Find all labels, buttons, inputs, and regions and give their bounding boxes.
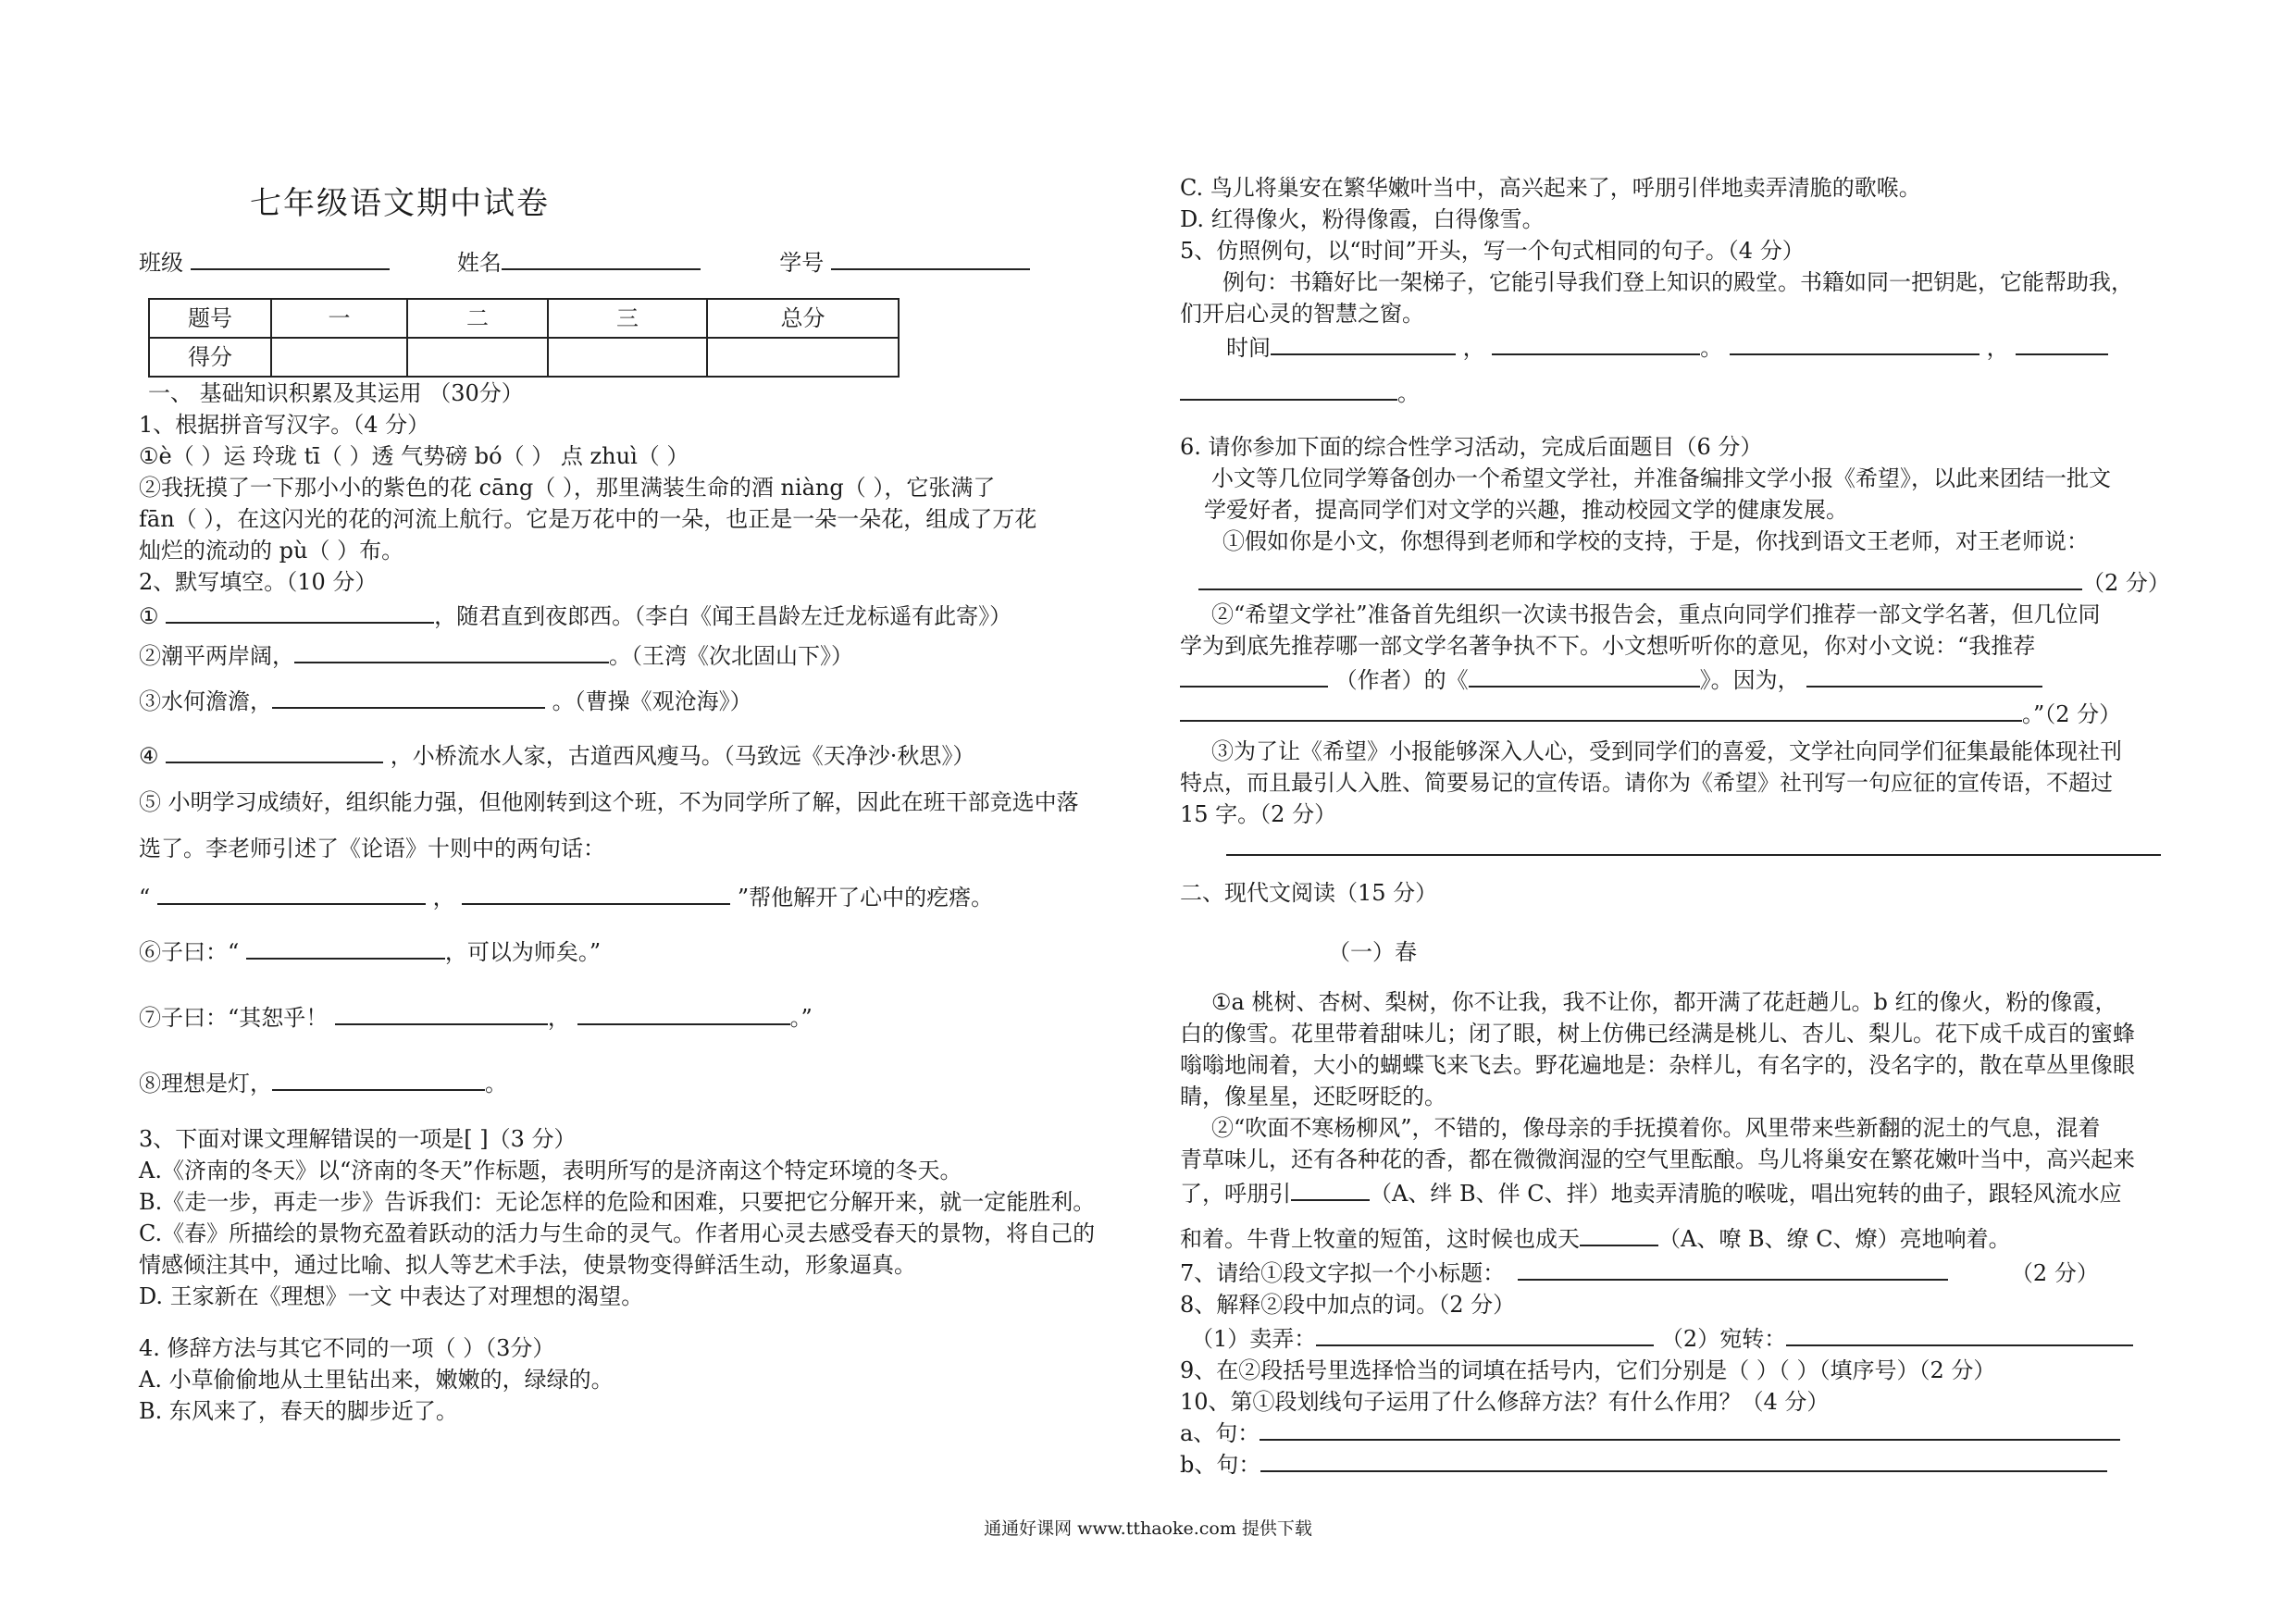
score-table-header: 题号 <box>149 299 271 338</box>
p2-4-prefix: 和着。牛背上牧童的短笛，这时候也成天 <box>1180 1226 1580 1252</box>
class-label: 班级 <box>139 250 183 276</box>
answer-blank[interactable] <box>157 879 426 905</box>
score-row-label: 得分 <box>149 338 271 377</box>
question-6-part-2-b: 学为到底先推荐哪一部文学名著争执不下。小文想听听你的意见，你对小文说：“我推荐 <box>1180 633 2036 659</box>
question-3-option-a: A.《济南的冬天》以“济南的冬天”作标题，表明所写的是济南这个特定环境的冬天。 <box>139 1158 962 1183</box>
answer-blank[interactable] <box>1271 329 1456 355</box>
exam-title: 七年级语文期中试卷 <box>250 185 550 222</box>
passage-title: （一）春 <box>1328 939 1417 965</box>
question-6-part-1-answer <box>1180 564 2175 599</box>
question-2-item-4 <box>139 737 1148 772</box>
answer-blank[interactable] <box>272 683 545 709</box>
question-6-part-2-a: ②“希望文学社”准备首先组织一次读书报告会，重点向同学们推荐一部文学名著，但几位同 <box>1211 601 2101 627</box>
q2-7-prefix: ⑦子曰：“其恕乎！ <box>139 1005 329 1031</box>
question-3: 3、下面对课文理解错误的一项是[ ]（3 分） <box>139 1126 577 1152</box>
question-3-option-c-2: 情感倾注其中，通过比喻、拟人等艺术手法，使景物变得鲜活生动，形象逼真。 <box>139 1252 916 1278</box>
question-5-answer-line <box>1180 329 2175 364</box>
q2-3-suffix: 。（曹操《观沧海》） <box>552 688 752 714</box>
question-8: 8、解释②段中加点的词。（2 分） <box>1180 1292 1516 1318</box>
answer-blank[interactable] <box>1260 1420 2120 1441</box>
question-2-item-6 <box>139 934 1148 968</box>
q5-end: 。 <box>1397 380 1420 406</box>
q5-prefix: 时间 <box>1226 335 1271 361</box>
left-column <box>139 176 1148 1427</box>
question-4: 4. 修辞方法与其它不同的一项（ ）（3分） <box>139 1335 555 1361</box>
q2-8-suffix: 。 <box>485 1071 507 1096</box>
section-1-heading: 一、 基础知识积累及其运用 （30分） <box>148 380 524 406</box>
score-cell[interactable] <box>707 338 899 377</box>
answer-blank[interactable] <box>1291 1175 1370 1201</box>
score-cell[interactable] <box>407 338 548 377</box>
q2-7-comma: ， <box>547 1005 570 1031</box>
q5-comma-2: ， <box>1986 335 2009 361</box>
answer-blank[interactable] <box>1226 830 2161 856</box>
question-4-option-b: B. 东风来了，春天的脚步近了。 <box>139 1398 458 1424</box>
answer-blank[interactable] <box>246 934 445 960</box>
page-footer: 通通好课网 www.tthaoke.com 提供下载 <box>984 1518 1312 1539</box>
score-table-header: 一 <box>271 299 407 338</box>
name-field[interactable] <box>502 244 701 270</box>
q7-score: （2 分） <box>2010 1260 2099 1286</box>
question-1-line-3: fān（ ），在这闪光的花的河流上航行。它是万花中的一朵，也正是一朵一朵花，组成了万花 <box>139 506 1037 532</box>
q2-2-prefix: ②潮平两岸阔， <box>139 643 294 669</box>
answer-blank[interactable] <box>1518 1255 1948 1281</box>
question-1: 1、根据拼音写汉字。（4 分） <box>139 412 430 438</box>
q6-2-author-book: （作者）的《 <box>1334 667 1469 693</box>
question-8-answers <box>1180 1320 2175 1355</box>
q6-2-end: 。”（2 分） <box>2022 701 2122 727</box>
score-table-row <box>149 338 899 377</box>
passage-para-1-line-4: 睛，像星星，还眨呀眨的。 <box>1180 1084 1446 1109</box>
answer-blank[interactable] <box>1730 329 1980 355</box>
question-2-item-5-c <box>139 879 1148 913</box>
answer-blank[interactable] <box>2016 329 2108 355</box>
section-2-heading: 二、现代文阅读（15 分） <box>1180 880 1438 906</box>
q2-6-suffix: ，可以为师矣。” <box>444 939 602 965</box>
answer-blank[interactable] <box>1806 662 2042 688</box>
q5-period: 。 <box>1700 335 1723 361</box>
passage-para-2-line-4 <box>1180 1220 2175 1255</box>
question-5: 5、仿照例句，以“时间”开头，写一个句式相同的句子。（4 分） <box>1180 238 1805 264</box>
question-4-option-d: D. 红得像火，粉得像霞，白得像雪。 <box>1180 206 1545 232</box>
answer-blank[interactable] <box>294 638 609 663</box>
score-table-header-row <box>149 299 899 338</box>
answer-blank[interactable] <box>1180 696 2022 722</box>
p2-4-suffix: （A、嘹 B、缭 C、燎）亮地响着。 <box>1658 1226 2011 1252</box>
question-6-part-1: ①假如你是小文，你想得到老师和学校的支持，于是，你找到语文王老师，对王老师说： <box>1222 528 2089 554</box>
answer-blank[interactable] <box>1198 564 2082 590</box>
score-table <box>148 298 900 378</box>
question-10-b <box>1180 1449 2175 1481</box>
score-cell[interactable] <box>271 338 407 377</box>
question-6-part-3-c: 15 字。（2 分） <box>1180 801 1337 827</box>
question-2-item-3 <box>139 683 1148 717</box>
answer-blank[interactable] <box>1180 662 1328 688</box>
answer-blank[interactable] <box>1316 1320 1654 1346</box>
answer-blank[interactable] <box>1469 662 1700 688</box>
class-field[interactable] <box>191 244 390 270</box>
question-6-part-2-d <box>1180 696 2175 730</box>
q5-comma: ， <box>1462 335 1485 361</box>
number-field[interactable] <box>831 244 1030 270</box>
question-2-item-5-b: 选了。李老师引述了《论语》十则中的两句话： <box>139 836 605 861</box>
question-5-example-2: 们开启心灵的智慧之窗。 <box>1180 301 1424 327</box>
right-column <box>1180 172 2175 1481</box>
q6-2-because: 》。因为， <box>1699 667 1800 693</box>
question-6-part-2-c <box>1180 662 2175 696</box>
answer-blank[interactable] <box>577 999 790 1025</box>
question-6-intro-1: 小文等几位同学筹备创办一个希望文学社，并准备编排文学小报《希望》，以此来团结一批文 <box>1211 465 2111 491</box>
q2-4-prefix: ④ <box>139 743 159 769</box>
student-info-row <box>139 237 1148 289</box>
q2-5-suffix: ”帮他解开了心中的疙瘩。 <box>737 885 994 911</box>
q2-7-suffix: 。” <box>789 1005 813 1031</box>
answer-blank[interactable] <box>1180 375 1397 401</box>
q2-8-prefix: ⑧理想是灯， <box>139 1071 272 1096</box>
passage-para-2-line-3 <box>1180 1175 2175 1209</box>
q2-4-suffix: ，小桥流水人家，古道西风瘦马。（马致远《天净沙·秋思》） <box>390 743 975 769</box>
question-1-line-4: 灿烂的流动的 pù（ ）布。 <box>139 538 404 564</box>
question-3-option-c-1: C.《春》所描绘的景物充盈着跃动的活力与生命的灵气。作者用心灵去感受春天的景物，将自己的 <box>139 1220 1096 1246</box>
answer-blank[interactable] <box>1260 1452 2107 1472</box>
question-2-item-7 <box>139 999 1148 1034</box>
question-6-intro-2: 学爱好者，提高同学们对文学的兴趣，推动校园文学的健康发展。 <box>1204 497 1848 523</box>
q10-b-label: b、句： <box>1180 1452 1261 1478</box>
q2-6-prefix: ⑥子曰：“ <box>139 939 240 965</box>
answer-blank[interactable] <box>1492 329 1700 355</box>
passage-para-1-line-3: 嗡嗡地闹着，大小的蝴蝶飞来飞去。野花遍地是：杂样儿，有名字的，没名字的，散在草丛里像眼 <box>1180 1052 2135 1078</box>
q2-1-prefix: ① <box>139 603 159 629</box>
question-2-item-8 <box>139 1065 1148 1099</box>
question-6-part-3-b: 特点，而且最引人入胜、简要易记的宣传语。请你为《希望》社刊写一句应征的宣传语，不超过 <box>1180 770 2113 796</box>
question-2-item-2 <box>139 638 1148 672</box>
q2-2-suffix: 。（王湾《次北固山下》） <box>609 643 853 669</box>
answer-blank[interactable] <box>1786 1320 2133 1346</box>
question-7 <box>1180 1255 2175 1289</box>
answer-blank[interactable] <box>166 737 383 763</box>
answer-blank[interactable] <box>335 999 548 1025</box>
question-3-option-d: D. 王家新在《理想》一文 中表达了对理想的渴望。 <box>139 1283 644 1309</box>
p2-3-suffix: （A、绊 B、伴 C、拌）地卖弄清脆的喉咙，唱出宛转的曲子，跟轻风流水应 <box>1370 1181 2122 1207</box>
q2-5-comma: ， <box>432 885 455 911</box>
question-4-option-c: C. 鸟儿将巢安在繁华嫩叶当中，高兴起来了，呼朋引伴地卖弄清脆的歌喉。 <box>1180 175 1921 201</box>
passage-para-2-line-2: 青草味儿，还有各种花的香，都在微微润湿的空气里酝酿。鸟儿将巢安在繁花嫩叶当中，高兴起来 <box>1180 1146 2135 1172</box>
q8-1-label: （1）卖弄： <box>1191 1326 1317 1352</box>
p2-3-prefix: 了，呼朋引 <box>1180 1181 1291 1207</box>
q2-3-prefix: ③水何澹澹， <box>139 688 272 714</box>
score-table-header: 总分 <box>707 299 899 338</box>
passage-para-1-line-2: 白的像雪。花里带着甜味儿；闭了眼，树上仿佛已经满是桃儿、杏儿、梨儿。花下成千成百的蜜蜂 <box>1180 1021 2135 1047</box>
answer-blank[interactable] <box>166 598 434 624</box>
question-5-example-1: 例句：书籍好比一架梯子，它能引导我们登上知识的殿堂。书籍如同一把钥匙，它能帮助我， <box>1222 269 2133 295</box>
answer-blank[interactable] <box>272 1065 485 1091</box>
question-2-item-5-a: ⑤ 小明学习成绩好，组织能力强，但他刚转到这个班，不为同学所了解，因此在班干部竞选中落 <box>139 789 1079 815</box>
passage-para-1-line-1: ①a 桃树、杏树、梨树，你不让我，我不让你，都开满了花赶趟儿。b 红的像火，粉的像霞， <box>1211 989 2117 1015</box>
question-3-option-b: B.《走一步，再走一步》告诉我们：无论怎样的危险和困难，只要把它分解开来，就一定能胜利。 <box>139 1189 1096 1215</box>
q8-2-label: （2）宛转： <box>1660 1326 1787 1352</box>
question-10: 10、第①段划线句子运用了什么修辞方法？有什么作用？（4 分） <box>1180 1389 1830 1415</box>
q7-prompt: 7、请给①段文字拟一个小标题： <box>1180 1260 1506 1286</box>
score-cell[interactable] <box>548 338 707 377</box>
question-4-option-a: A. 小草偷偷地从土里钻出来，嫩嫩的，绿绿的。 <box>139 1367 614 1393</box>
q2-1-suffix: ，随君直到夜郎西。（李白《闻王昌龄左迁龙标遥有此寄》） <box>434 603 1012 629</box>
score-table-header: 二 <box>407 299 548 338</box>
question-1-line-2: ②我抚摸了一下那小小的紫色的花 cāng（ ），那里满装生命的酒 niàng（ ），它张满了 <box>139 475 996 501</box>
question-5-answer-line-2 <box>1180 375 2175 409</box>
q2-5-quote-open: “ <box>139 885 151 911</box>
score-table-header: 三 <box>548 299 707 338</box>
question-10-a <box>1180 1418 2175 1449</box>
passage-para-2-line-1: ②“吹面不寒杨柳风”，不错的，像母亲的手抚摸着你。风里带来些新翻的泥土的气息，混着 <box>1211 1115 2101 1141</box>
q6-1-score: （2 分） <box>2082 570 2170 596</box>
number-label: 学号 <box>779 250 825 276</box>
question-6-part-3-a: ③为了让《希望》小报能够深入人心，受到同学们的喜爱，文学社向同学们征集最能体现社刊 <box>1211 738 2122 764</box>
question-9: 9、在②段括号里选择恰当的词填在括号内，它们分别是（ ）（ ）（填序号）（2 分） <box>1180 1357 1996 1383</box>
q10-a-label: a、句： <box>1180 1420 1260 1446</box>
question-2-item-1 <box>139 598 1148 632</box>
question-6-part-3-answer <box>1180 830 2175 864</box>
question-2: 2、默写填空。（10 分） <box>139 569 378 595</box>
answer-blank[interactable] <box>1580 1220 1658 1246</box>
question-6: 6. 请你参加下面的综合性学习活动，完成后面题目（6 分） <box>1180 434 1763 460</box>
question-1-line-1: ①è（ ）运 玲珑 tī（ ）透 气势磅 bó（ ） 点 zhuì（ ） <box>139 443 689 469</box>
name-label: 姓名 <box>456 250 502 276</box>
answer-blank[interactable] <box>462 879 730 905</box>
